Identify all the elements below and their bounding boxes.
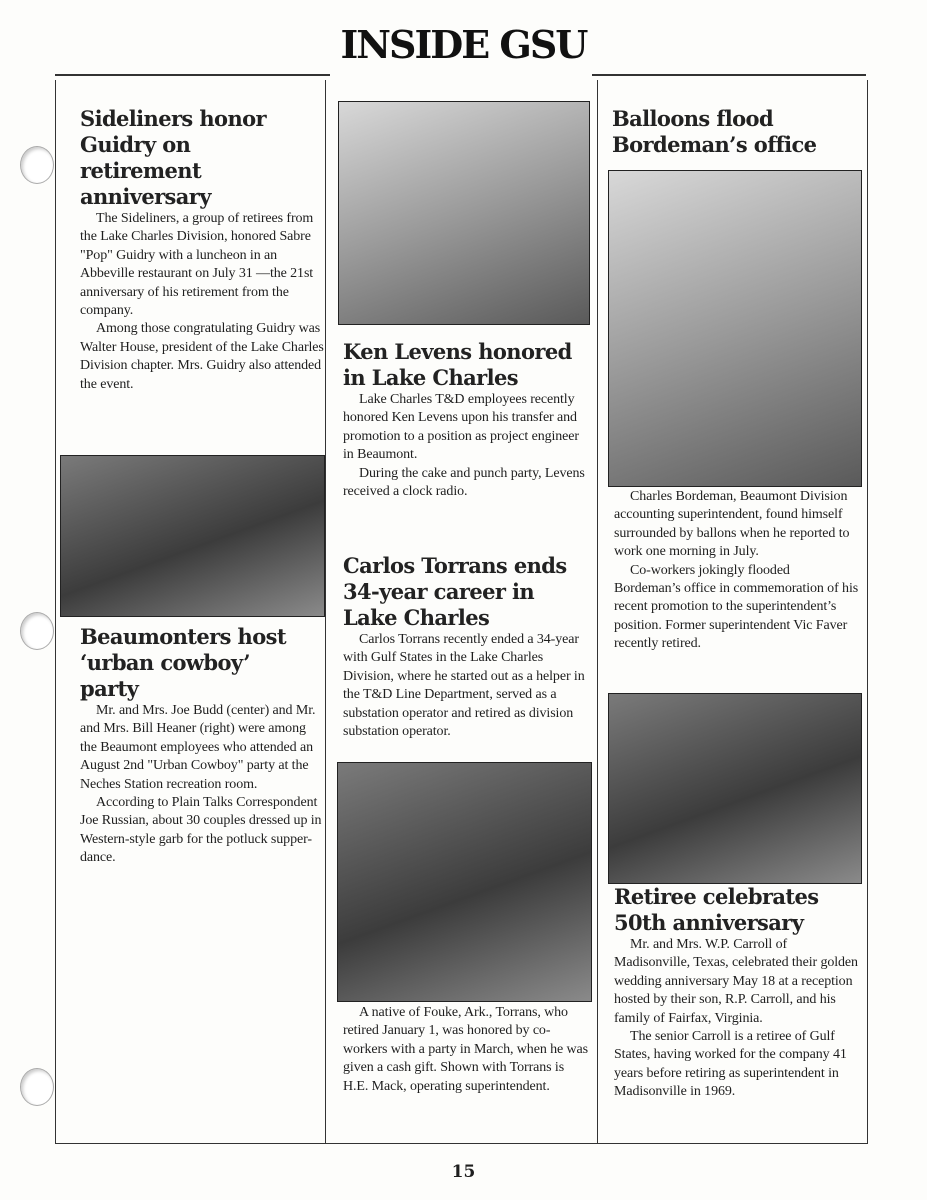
body-paragraph: Charles Bordeman, Beaumont Division accounting superintendent, found himself surrounded by ballons when he reported to work one morning in July.: [614, 489, 850, 560]
headline: Balloons flood Bordeman’s office: [612, 106, 817, 157]
page-number: 15: [451, 1162, 476, 1182]
column-divider: [597, 80, 598, 1143]
article-balloons-body: [614, 488, 859, 654]
photo-ken-levens-cake: [338, 101, 590, 325]
body-paragraph: Lake Charles T&D employees recently honored Ken Levens upon his transfer and promotion to a position as project engineer in Beaumont.: [343, 392, 579, 463]
body-paragraph: Co-workers jokingly flooded Bordeman’s office in commemoration of his recent promotion to the superintendent’s position. Former superintendent Vic Faver recently retired.: [614, 562, 859, 652]
masthead: INSIDE GSU: [340, 22, 587, 67]
binder-hole: [20, 1068, 54, 1106]
article-urban-cowboy: [80, 624, 325, 868]
body-paragraph: The senior Carroll is a retiree of Gulf States, having worked for the company 41 years before retiring as superintendent in Madisonville in 1969.: [614, 1029, 847, 1100]
photo-carroll-couple: [608, 693, 862, 884]
headline: Carlos Torrans ends 34-year career in Lake Charles: [343, 553, 567, 630]
photo-bordeman-balloons: [608, 170, 862, 487]
body-paragraph: Carlos Torrans recently ended a 34-year with Gulf States in the Lake Charles Division, where he started out as a helper in the T&D Line Department, served as a substation operator and retired as division substation operator.: [343, 632, 585, 740]
binder-hole: [20, 146, 54, 184]
body-paragraph: Mr. and Mrs. Joe Budd (center) and Mr. and Mrs. Bill Heaner (right) were among the Beaumont employees who attended an August 2nd "Urban Cowboy" party at the Neches Station recreation room.: [80, 703, 316, 792]
masthead-rule: [592, 74, 866, 76]
article-carlos-torrans: [343, 553, 588, 741]
column-divider: [325, 80, 326, 1143]
article-sideliners: [80, 106, 325, 394]
headline: Ken Levens honored in Lake Charles: [343, 339, 572, 390]
body-paragraph: During the cake and punch party, Levens received a clock radio.: [343, 465, 585, 500]
caption-text: A native of Fouke, Ark., Torrans, who retired January 1, was honored by co-workers with a party in March, when he was given a cash gift. Shown with Torrans is H.E. Mack, operating superintendent.: [343, 1005, 589, 1094]
photo-caption: [343, 1004, 588, 1096]
body-paragraph: Mr. and Mrs. W.P. Carroll of Madisonville, Texas, celebrated their golden wedding anniversary May 18 at a reception hosted by their son, R.P. Carroll, and his family of Fairfax, Virginia.: [614, 937, 858, 1026]
headline: Beaumonters host ‘urban cowboy’ party: [80, 624, 286, 701]
article-retiree-anniversary: [614, 884, 859, 1102]
headline: Sideliners honor Guidry on retirement anniversary: [80, 106, 266, 209]
body-paragraph: The Sideliners, a group of retirees from the Lake Charles Division, honored Sabre "Pop" Guidry with a luncheon in an Abbeville restaurant on July 31 —the 21st anniversary of his retirement from the company.: [80, 211, 314, 319]
binder-hole: [20, 612, 54, 650]
article-ken-levens: [343, 339, 588, 501]
headline: Retiree celebrates 50th anniversary: [614, 884, 819, 935]
photo-dancers: [60, 455, 325, 617]
body-paragraph: According to Plain Talks Correspondent Joe Russian, about 30 couples dressed up in Western-style garb for the potluck supper-dance.: [80, 795, 322, 866]
article-balloons: [612, 106, 857, 158]
masthead-rule: [55, 74, 330, 76]
photo-torrans-mack: [337, 762, 592, 1002]
body-paragraph: Among those congratulating Guidry was Walter House, president of the Lake Charles Division chapter. Mrs. Guidry also attended the event.: [80, 321, 324, 392]
